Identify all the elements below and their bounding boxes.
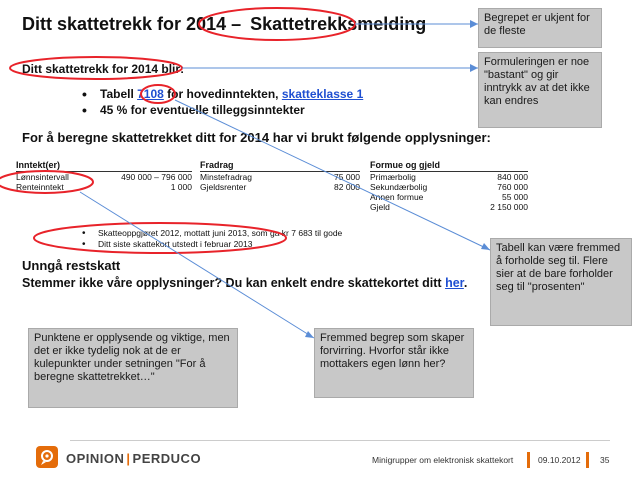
note-item: • Ditt siste skattekort utstedt i februar 2013 bbox=[82, 239, 342, 250]
arrow-head bbox=[481, 243, 490, 250]
table-row: Minstefradrag 75 000 bbox=[200, 172, 360, 182]
table-link-highlight-ellipse bbox=[141, 85, 175, 103]
section-title: For å beregne skattetrekket ditt for 2014 har vi brukt følgende opplysninger: bbox=[22, 130, 491, 145]
bullet-percent: • 45 % for eventuelle tilleggsinntekter bbox=[82, 102, 363, 118]
income-header: Inntekt(er) bbox=[16, 160, 192, 172]
footer-divider bbox=[70, 440, 610, 441]
callout-foreign-term: Fremmed begrep som skaper forvirring. Hvorfor står ikke mottakers egen lønn her? bbox=[314, 328, 474, 398]
title-highlight-ellipse bbox=[199, 8, 355, 40]
table-row: Annen formue 55 000 bbox=[370, 192, 528, 202]
arrow-head bbox=[470, 64, 478, 72]
footer-caption: Minigrupper om elektronisk skattekort bbox=[372, 455, 514, 465]
table-row: Lønnsintervall 490 000 – 796 000 bbox=[16, 172, 192, 182]
page-number: 35 bbox=[600, 455, 610, 465]
table-row: Sekundærbolig 760 000 bbox=[370, 182, 528, 192]
callout-unknown-term: Begrepet er ukjent for de fleste bbox=[478, 8, 602, 48]
change-card-link[interactable]: her bbox=[445, 276, 464, 290]
note-item: • Skatteoppgjøret 2012, mottatt juni 2013, som ga kr 7 683 til gode bbox=[82, 228, 342, 239]
callout-table: Tabell kan være fremmed å forholde seg til. Flere sier at de bare forholder seg til "prosenten" bbox=[490, 238, 632, 326]
salary-interval-highlight-ellipse bbox=[0, 171, 93, 193]
table-row: Primærbolig 840 000 bbox=[370, 172, 528, 182]
warning-title: Unngå restskatt bbox=[22, 258, 121, 273]
table-row: Gjeldsrenter 82 000 bbox=[200, 182, 360, 192]
callout-bullets: Punktene er opplysende og viktige, men det er ikke tydelig nok at de er kulepunkter under setningen "For å beregne skattetrekket…" bbox=[28, 328, 238, 408]
warning-subtitle: Stemmer ikke våre opplysninger? Du kan enkelt endre skattekortet ditt her. bbox=[22, 276, 468, 290]
arrow-head bbox=[305, 331, 314, 338]
callout-wording: Formuleringen er noe "bastant" og gir inntrykk av at det ikke kan endres bbox=[478, 52, 602, 128]
connector-line bbox=[175, 100, 490, 250]
arrow-head bbox=[470, 20, 478, 28]
notes-highlight-ellipse bbox=[34, 223, 286, 253]
table-link[interactable]: 7108 bbox=[137, 87, 164, 101]
deduction-header: Fradrag bbox=[200, 160, 360, 172]
subtitle: Ditt skattetrekk for 2014 blir: bbox=[22, 62, 185, 76]
connector-line bbox=[80, 192, 314, 338]
footer-separator bbox=[586, 452, 589, 468]
tax-class-link[interactable]: skatteklasse 1 bbox=[281, 87, 364, 101]
title-dash: – bbox=[231, 14, 242, 34]
bullet-table: • Tabell 7108 for hovedinntekten, skatteklasse 1 bbox=[82, 86, 363, 102]
table-row: Renteinntekt 1 000 bbox=[16, 182, 192, 192]
title-part2: Skattetrekksmelding bbox=[250, 14, 427, 34]
brand-name: OPINION | PERDUCO bbox=[66, 451, 202, 466]
subtitle-highlight-ellipse bbox=[10, 57, 185, 79]
footer-separator bbox=[527, 452, 530, 468]
footer-date: 09.10.2012 bbox=[538, 455, 581, 465]
wealth-header: Formue og gjeld bbox=[370, 160, 528, 172]
title-part1: Ditt skattetrekk for 2014 bbox=[22, 14, 227, 34]
opinion-perduco-logo-icon bbox=[36, 446, 58, 468]
table-row: Gjeld 2 150 000 bbox=[370, 202, 528, 212]
